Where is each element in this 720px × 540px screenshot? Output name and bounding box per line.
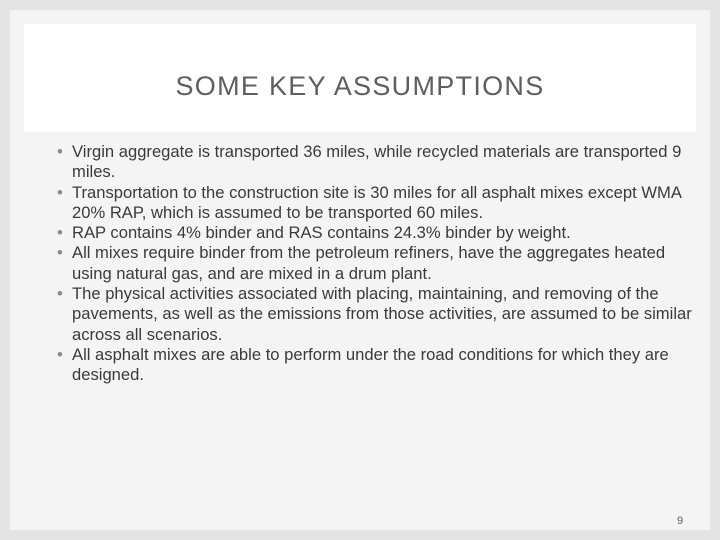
bullet-list [54,142,694,386]
bullet-text: Transportation to the construction site is 30 miles for all asphalt mixes except WMA 20% RAP, which is assumed to be transported 60 miles. [72,182,682,222]
bullet-item [54,142,694,183]
bullet-text: The physical activities associated with placing, maintaining, and removing of the pavements, as well as the emissions from those activities, are assumed to be similar across all scenarios. [72,284,692,344]
bullet-icon: • [57,243,63,263]
slide [10,10,710,530]
bullet-icon: • [57,344,63,364]
bullet-icon: • [57,142,63,161]
title-bar [24,24,696,132]
bullet-item [54,183,694,224]
bullet-item [54,243,694,284]
bullet-icon: • [57,223,63,243]
bullet-text: RAP contains 4% binder and RAS contains 24.3% binder by weight. [72,223,571,243]
slide-title: SOME KEY ASSUMPTIONS [175,71,545,101]
bullet-text: Virgin aggregate is transported 36 miles, while recycled materials are transported 9 miles. [72,142,682,182]
bullet-item [54,345,694,386]
bullet-item [54,223,694,243]
bullet-text: All mixes require binder from the petroleum refiners, have the aggregates heated using natural gas, and are mixed in a drum plant. [72,243,666,283]
bullet-item [54,284,694,345]
bullet-text: All asphalt mixes are able to perform under the road conditions for which they are designed. [72,344,669,385]
page-number: 9 [676,515,684,527]
bullet-icon: • [57,284,63,304]
bullet-icon: • [57,182,63,202]
